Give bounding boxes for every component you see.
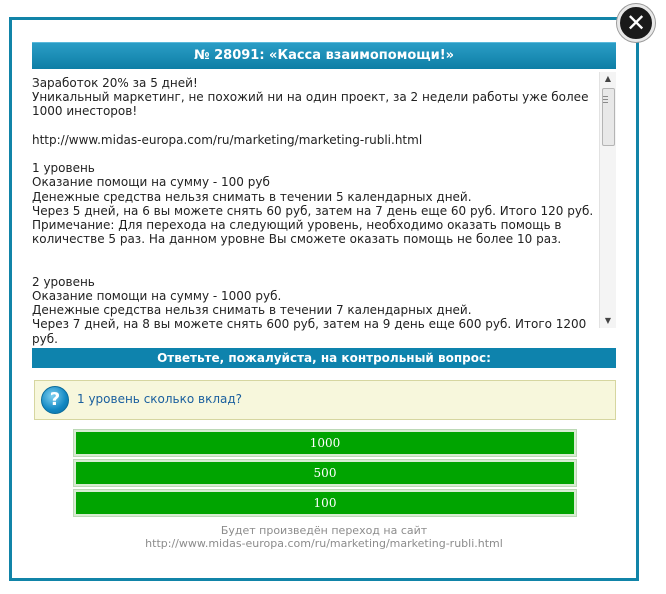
answer-button-3[interactable]: 100 [74, 490, 576, 516]
redirect-label: Будет произведён переход на сайт [220, 524, 428, 537]
redirect-link[interactable]: http://www.midas-europa.com/ru/marketing/marketing-rubli.html [145, 537, 503, 550]
answer-button-1[interactable]: 1000 [74, 430, 576, 456]
question-box [34, 380, 616, 420]
dialog-title: № 28091: «Касса взаимопомощи!» [32, 42, 616, 69]
description-scrollbar[interactable] [599, 72, 616, 328]
description-panel[interactable] [32, 72, 616, 346]
scroll-grip-icon [603, 96, 608, 103]
question-icon: ? [41, 386, 69, 414]
redirect-notice [32, 524, 616, 550]
close-icon: ✕ [625, 9, 647, 37]
scroll-up-arrow-icon[interactable]: ▲ [604, 74, 612, 83]
answer-button-2[interactable]: 500 [74, 460, 576, 486]
question-text: 1 уровень сколько вклад? [77, 392, 243, 406]
description-text: Заработок 20% за 5 дней! Уникальный маркетинг, не похожий ни на один проект, за 2 недели работы уже более 1000 инесторов! http://www.midas-europa.com/ru/marketing/marketing-rubli.html 1 уровень Оказание помощи на сумму - 100 руб Денежные средства нельзя снимать в течении 5 календарных дней. Через 5 дней, на 6 вы можете снять 60 руб, затем на 7 день еще 60 руб. Итого 120 руб. Примечание: Для перехода на следующий уровень, необходимо оказать помощь в количестве 5 раз. На данном уровне Вы сможете оказать помощь не более 10 раз. 2 уровень Оказание помощи на сумму - 1000 руб. Денежные средства нельзя снимать в течении 7 календарных дней. Через 7 дней, на 8 вы можете снять 600 руб, затем на 9 день еще 600 руб. Итого 1200 руб. [32, 76, 594, 346]
scroll-down-arrow-icon[interactable]: ▼ [604, 316, 612, 325]
question-header: Ответьте, пожалуйста, на контрольный вопрос: [32, 348, 616, 368]
dialog [9, 17, 639, 581]
close-button[interactable] [617, 4, 655, 42]
